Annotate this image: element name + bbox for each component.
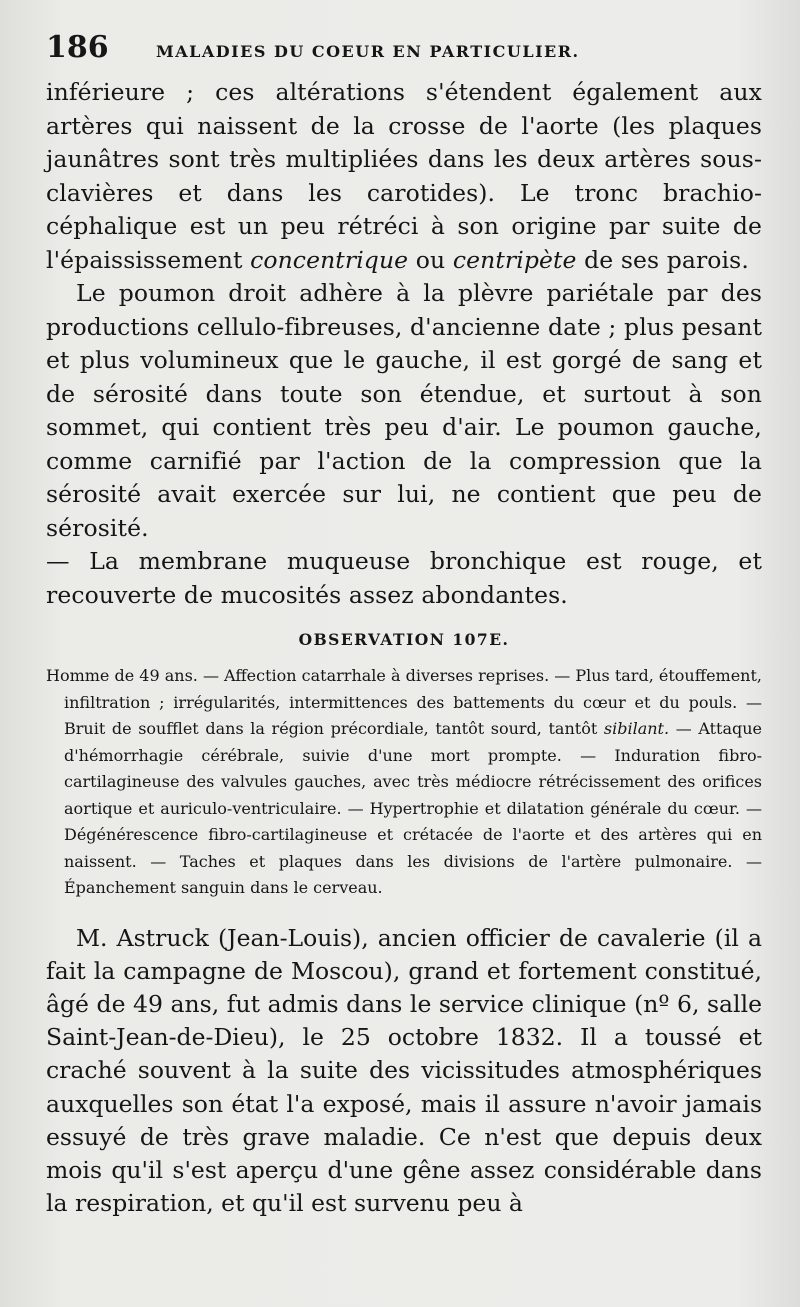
paragraph-bronchi: — La membrane muqueuse bronchique est rouge, et recouverte de mucosités assez abondantes. — [46, 547, 762, 609]
italic-term-concentrique: concentrique — [250, 245, 409, 274]
spacer — [46, 902, 762, 922]
paragraph-aorta-end: de ses parois. — [576, 245, 749, 274]
case-narrative: M. Astruck (Jean-Louis), ancien officier de cavalerie (il a fait la campagne de Moscou), grand et fortement constitué, âgé de 49 ans, fut admis dans le service clinique (nº 6, salle Saint-Jean-de-Dieu), le 25 octobre 1832. Il a toussé et craché souvent à la suite des vicissitudes atmosphériques auxquelles son état l'a exposé, mais il assure n'avoir jamais essuyé de très grave maladie. Ce n'est que depuis deux mois qu'il s'est aperçu d'une gêne assez considérable dans la respiration, et qu'il est survenu peu à — [46, 923, 762, 1218]
summary-italic-sibilant: sibilant. — [603, 719, 670, 738]
page-header — [46, 30, 762, 76]
paragraph-aorta-text: inférieure ; ces altérations s'étendent également aux artères qui naissent de la crosse de l'aorte (les plaques jaunâtres sont très multipliées dans les deux artères sous-clavières et dans les carotides). Le tronc brachio-céphalique est un peu rétréci à son origine par suite de l'épaississement — [46, 78, 762, 274]
italic-term-centripete: centripète — [452, 245, 577, 274]
paragraph-aorta — [46, 76, 762, 277]
page-number: 186 — [46, 30, 109, 65]
observation-summary — [46, 663, 762, 902]
summary-text-start: Homme de 49 ans. — Affection catarrhale à diverses reprises. — Plus tard, étouffement, infiltration ; irrégularités, intermittences des battements du cœur et du pouls. — Bruit de soufflet dans la région précordiale, tantôt sourd, tantôt — [46, 666, 762, 738]
paragraph-aorta-conj: ou — [408, 245, 453, 274]
running-title: MALADIES DU COEUR EN PARTICULIER. — [156, 42, 580, 61]
paragraph-lungs: Le poumon droit adhère à la plèvre pariétale par des productions cellulo-fibreuses, d'ancienne date ; plus pesant et plus volumineux que le gauche, il est gorgé de sang et de sérosité dans toute son étendue, et surtout à son sommet, qui contient très peu d'air. Le poumon gauche, comme carnifié par l'action de la compression que la sérosité avait exercée sur lui, ne contient que peu de sérosité. — [46, 279, 762, 542]
observation-heading: OBSERVATION 107E. — [298, 630, 510, 649]
summary-text-end: — Attaque d'hémorrhagie cérébrale, suivie d'une mort prompte. — Induration fibro-cartilagineuse des valvules gauches, avec très médiocre rétrécissement des orifices aortique et auriculo-ventriculaire. — Hypertrophie et dilatation générale du cœur. — Dégénérescence fibro-cartilagineuse et crétacée de l'aorte et des artères qui en naissent. — Taches et plaques dans les divisions de l'artère pulmonaire. — Épanchement sanguin dans le cerveau. — [64, 719, 763, 897]
